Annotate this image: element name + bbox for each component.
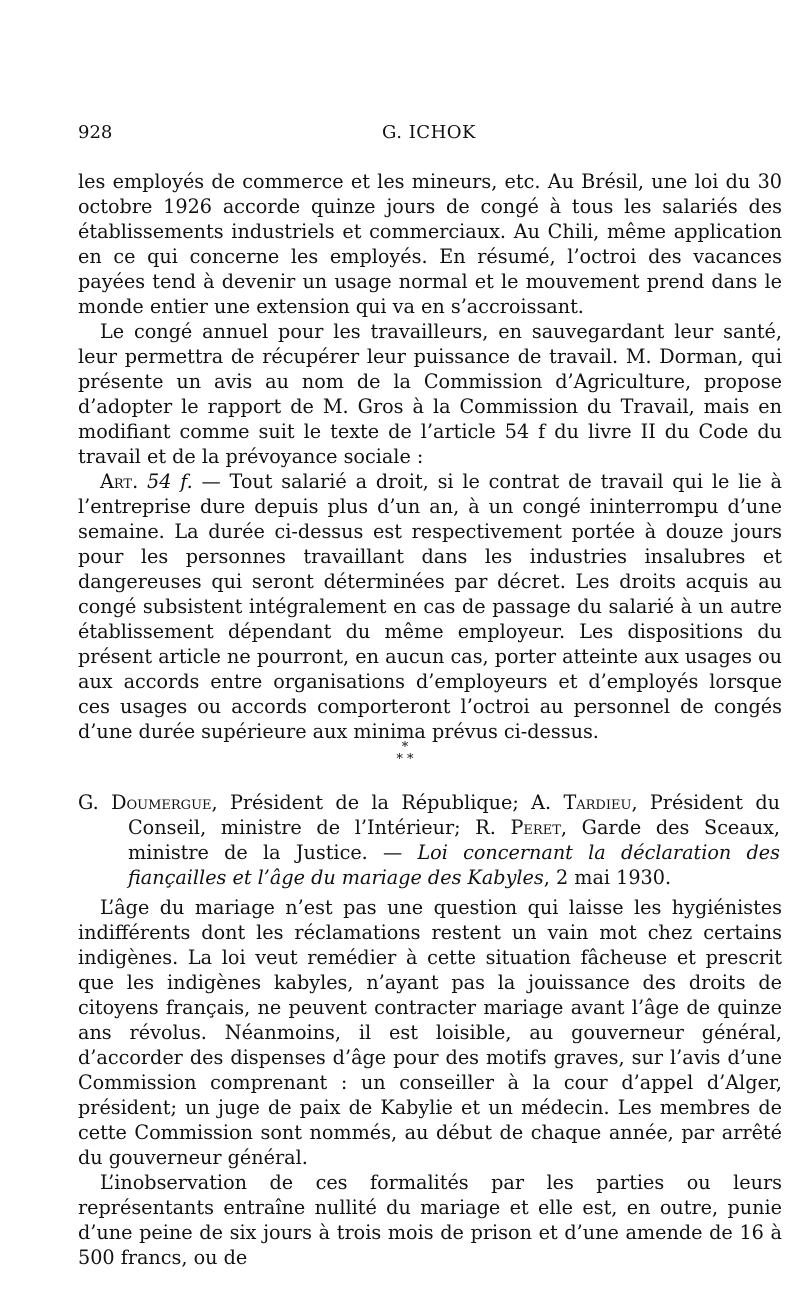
page-number: 928 [78,122,113,143]
decree-initial: G. [78,791,112,814]
asterism-separator [380,742,430,766]
running-title: G. ICHOK [382,122,476,143]
article-number: 54 f. [147,470,193,493]
paragraph: L’inobservation de ces formalités par les parties ou leurs représentants entraîne nullité du mariage et elle est, en outre, punie d’une peine de six jours à trois mois de prison et d’une amende de 16 à 500 francs, ou de [78,1171,782,1269]
asterism-top: * [401,740,409,755]
asterism-bottom: * * [396,752,414,767]
signatory-name: Tardieu [563,791,632,814]
signatory-name: Peret [510,816,561,839]
article-text: — Tout salarié a droit, si le contrat de travail qui le lie à l’entreprise dure depuis plus d’un an, à un congé ininterrompu d’une semaine. La durée ci-dessus est respectivement portée à douze jours pour les personnes travaillant dans les industries insalubres et dangereuses qui seront déterminées par décret. Les droits acquis au congé subsistent intégralement en cas de passage du salarié à un autre établissement dépendant du même employeur. Les dispositions du présent article ne pourront, en aucun cas, porter atteinte aux usages ou aux accords entre organisations d’employeurs et d’employés lorsque ces usages ou accords comporteront l’octroi au personnel de congés d’une durée supérieure aux minima prévus ci-dessus. [78,470,782,743]
paragraph: Le congé annuel pour les travailleurs, en sauvegardant leur santé, leur permettra de récupérer leur puissance de travail. M. Dorman, qui présente un avis au nom de la Commission d’Agriculture, propose d’adopter le rapport de M. Gros à la Commission du Travail, mais en modifiant comme suit le texte de l’article 54 f du livre II du Code du travail et de la prévoyance sociale : [78,320,782,468]
signatory-role: , Garde des Sceaux, ministre de la Justice. — [128,816,781,864]
paragraph: les employés de commerce et les mineurs, etc. Au Brésil, une loi du 30 octobre 1926 accorde quinze jours de congé à tous les salariés des établissements industriels et commerciaux. Au Chili, même application en ce qui concerne les employés. En résumé, l’octroi des vacances payées tend à devenir un usage normal et le mouvement prend dans le monde entier une extension qui va en s’accroissant. [78,170,782,318]
running-head [78,122,780,146]
section-kabyle-marriage [78,895,782,1270]
signatory-role: , Président du Conseil, ministre de l’Intérieur; R. [128,791,780,839]
signatory-role: , Président de la République; A. [211,791,564,814]
decree-heading [78,790,780,890]
signatory-name: Doumergue [111,791,212,814]
article-label: Art. [100,470,139,493]
paragraph: L’âge du mariage n’est pas une question qui laisse les hygiénistes indifférents dont les réclamations restent un vain mot chez certains indigènes. La loi veut remédier à cette situation fâcheuse et prescrit que les indigènes kabyles, n’ayant pas la jouissance des droits de citoyens français, ne peuvent contracter mariage avant l’âge de quinze ans révolus. Néanmoins, il est loisible, au gouverneur général, d’accorder des dispenses d’âge pour des motifs graves, sur l’avis d’une Commission comprenant : un conseiller à la cour d’appel d’Alger, président; un juge de paix de Kabylie et un médecin. Les membres de cette Commission sont nommés, au début de chaque année, par arrêté du gouverneur général. [78,896,782,1169]
law-date: , 2 mai 1930. [543,866,672,889]
article-paragraph [78,469,782,744]
law-title: Loi concernant la déclaration des fiançailles et l’âge du mariage des Kabyles [128,841,780,889]
section-paid-leave [78,169,782,744]
